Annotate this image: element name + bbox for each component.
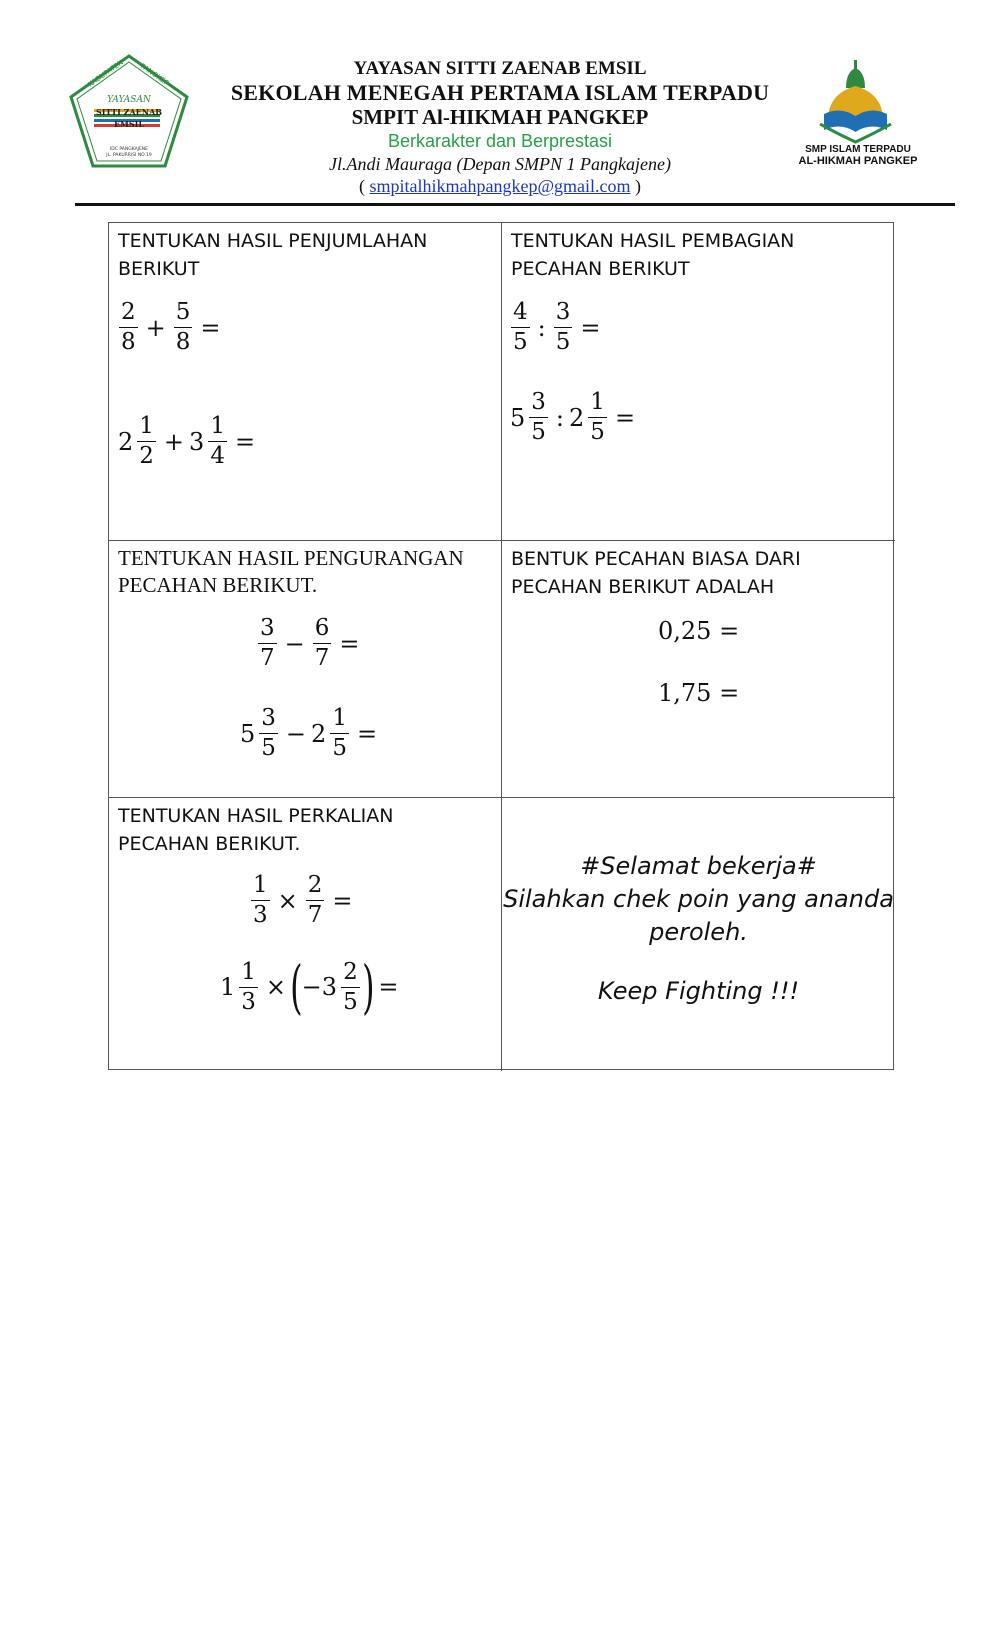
logo-line2: SITTI ZAENAB: [95, 107, 163, 117]
school-address: Jl.Andi Mauraga (Depan SMPN 1 Pangkajene): [329, 154, 671, 174]
logo-arc-right: PANGKEP: [138, 62, 171, 88]
subtraction-equation-1: $\frac{3}{7}$ − $\frac{6}{7}$ =: [260, 615, 360, 671]
fraction: $\frac{5}{8}$: [175, 299, 191, 355]
multiplication-title: TENTUKAN HASIL PERKALIAN PECAHAN BERIKUT.: [118, 805, 394, 855]
fraction: $\frac{2}{7}$: [307, 872, 323, 928]
fraction: $\frac{2}{8}$: [121, 299, 136, 355]
addition-title: TENTUKAN HASIL PENJUMLAHAN BERIKUT: [118, 230, 428, 280]
division-cell: [502, 223, 895, 541]
addition-equation-2: 2 $\frac{1}{2}$ + 3 $\frac{1}{4}$ =: [118, 413, 256, 469]
message-line-2: Silahkan chek poin yang ananda: [503, 885, 894, 913]
email-paren-open: (: [358, 176, 370, 196]
fraction: $\frac{3}{5}$: [261, 705, 276, 761]
fraction: $\frac{1}{3}$: [253, 872, 268, 928]
header-divider: [75, 203, 955, 206]
encouragement-message: [502, 850, 895, 1008]
fraction: $\frac{4}{5}$: [513, 299, 528, 355]
yayasan-logo: [68, 53, 190, 169]
email-paren-close: ): [630, 176, 642, 196]
decimal-item-1: 0,25 =: [658, 617, 740, 645]
fraction: $\frac{1}{5}$: [590, 389, 605, 445]
message-line-1: #Selamat bekerja#: [580, 852, 817, 880]
school-logo-line1: SMP ISLAM TERPADU: [805, 144, 911, 155]
decimal-cell: [502, 541, 895, 798]
email-link[interactable]: smpitalhikmahpangkep@gmail.com: [369, 176, 631, 196]
addition-equation-1: $\frac{2}{8}$ + $\frac{5}{8}$ =: [121, 299, 221, 355]
logo-line3: EMSIL: [113, 119, 145, 129]
school-name: SEKOLAH MENEGAH PERTAMA ISLAM TERPADU: [230, 80, 770, 105]
addition-cell: [109, 223, 502, 541]
logo-foot2: JL. PAKURRISI NO.19: [106, 153, 152, 158]
message-cell: [502, 798, 895, 1071]
school-email-line: [200, 175, 800, 197]
foundation-name: YAYASAN SITTI ZAENAB EMSIL: [353, 58, 647, 79]
fraction: $\frac{3}{5}$: [531, 389, 546, 445]
logo-foot1: IDC PANGKAJENE: [109, 147, 149, 152]
fraction: $\frac{1}{4}$: [210, 413, 225, 469]
letterhead-text: [200, 58, 800, 197]
division-equation-1: $\frac{4}{5}$ : $\frac{3}{5}$ =: [513, 299, 601, 355]
message-line-4: Keep Fighting !!!: [597, 977, 800, 1005]
logo-arc-left: KABUPATEN: [86, 58, 125, 89]
worksheet-table: [108, 222, 894, 1070]
school-logo-line2: AL-HIKMAH PANGKEP: [798, 155, 918, 167]
decimal-title: BENTUK PECAHAN BIASA DARI PECAHAN BERIKUT ADALAH: [511, 548, 801, 598]
decimal-item-2: 1,75 =: [658, 679, 740, 707]
subtraction-equation-2: 5 $\frac{3}{5}$ − 2 $\frac{1}{5}$ =: [240, 705, 378, 761]
subtraction-cell: [109, 541, 502, 798]
fraction: $\frac{3}{7}$: [260, 615, 275, 671]
message-line-3: peroleh.: [649, 918, 748, 946]
fraction: $\frac{1}{5}$: [332, 705, 347, 761]
logo-line1: YAYASAN: [107, 95, 151, 105]
letterhead: [0, 0, 1000, 210]
division-title: TENTUKAN HASIL PEMBAGIAN PECAHAN BERIKUT: [511, 230, 795, 280]
school-short-name: SMPIT Al-HIKMAH PANGKEP: [351, 105, 649, 129]
multiplication-equation-2: 1 $\frac{1}{3}$ × ( −3 $\frac{2}{5}$ ) =: [220, 953, 399, 1021]
fraction: $\frac{2}{5}$: [343, 958, 358, 1015]
fraction: $\frac{3}{5}$: [555, 299, 571, 355]
division-equation-2: 5 $\frac{3}{5}$ : 2 $\frac{1}{5}$ =: [510, 389, 636, 445]
school-motto: Berkarakter dan Berprestasi: [387, 131, 613, 151]
multiplication-cell: [109, 798, 502, 1071]
fraction: $\frac{6}{7}$: [314, 615, 330, 671]
fraction: $\frac{1}{3}$: [241, 958, 256, 1015]
fraction: $\frac{1}{2}$: [139, 413, 154, 469]
subtraction-title: TENTUKAN HASIL PENGURANGAN PECAHAN BERIKUT.: [118, 546, 464, 597]
multiplication-equation-1: $\frac{1}{3}$ × $\frac{2}{7}$ =: [253, 872, 353, 928]
school-logo: [788, 58, 928, 168]
